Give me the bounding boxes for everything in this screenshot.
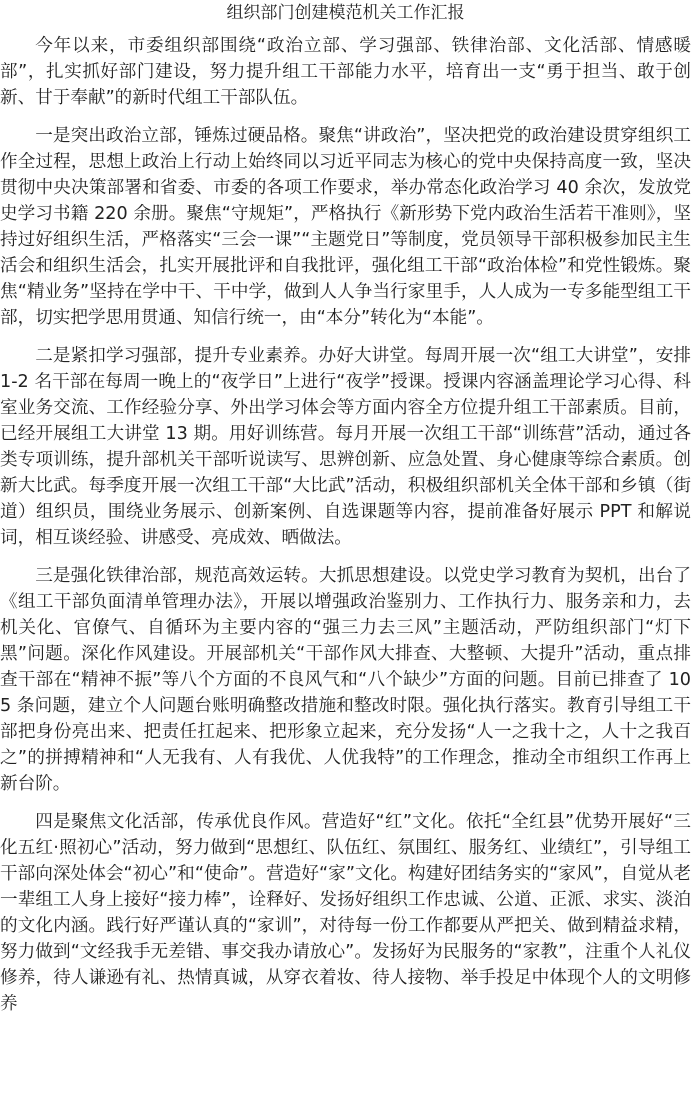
- paragraph-culture: 四是聚焦文化活部，传承优良作风。营造好“红”文化。依托“全红县”优势开展好“三化五红·照初心”活动，努力做到“思想红、队伍红、氛围红、服务红、业绩红”，引导组工干部向深处体会“初心”和“使命”。营造好“家”文化。构建好团结务实的“家风”，自觉从老一辈组工人身上接好“接力棒”，诠释好、发扬好组织工作忠诚、公道、正派、求实、淡泊的文化内涵。践行好严谨认真的“家训”，对待每一份工作都要从严把关、做到精益求精，努力做到“文经我手无差错、事交我办请放心”。发扬好为民服务的“家教”，注重个人礼仪修养，待人谦逊有礼、热情真诚，从穿衣着妆、待人接物、举手投足中体现个人的文明修养: [0, 812, 691, 1014]
- document-title: 组织部门创建模范机关工作汇报: [226, 3, 465, 23]
- paragraph-learning: 二是紧扣学习强部，提升专业素养。办好大讲堂。每周开展一次“组工大讲堂”，安排 1-2 名干部在每周一晚上的“夜学日”上进行“夜学”授课。授课内容涵盖理论学习心得、科室业务交流、工作经验分享、外出学习体会等方面内容全方位提升组工干部素质。目前，已经开展组工大讲堂 13 期。用好训练营。每月开展一次组工干部“训练营”活动，通过各类专项训练，提升部机关干部听说读写、思辨创新、应急处置、身心健康等综合素质。创新大比武。每季度开展一次组工干部“大比武”活动，积极组织部机关全体干部和乡镇（街道）组织员，围绕业务展示、创新案例、自选课题等内容，提前准备好展示 PPT 和解说词，相互谈经验、讲感受、亮成效、晒做法。: [0, 346, 691, 548]
- paragraph-intro: 今年以来，市委组织部围绕“政治立部、学习强部、铁律治部、文化活部、情感暖部”，扎实抓好部门建设，努力提升组工干部能力水平，培育出一支“勇于担当、敢于创新、甘于奉献”的新时代组工干部队伍。: [0, 36, 691, 108]
- paragraph-discipline: 三是强化铁律治部，规范高效运转。大抓思想建设。以党史学习教育为契机，出台了《组工干部负面清单管理办法》，开展以增强政治鉴别力、工作执行力、服务亲和力，去机关化、官僚气、自循环为主要内容的“强三力去三风”主题活动，严防组织部门“灯下黑”问题。深化作风建设。开展部机关“干部作风大排查、大整顿、大提升”活动，重点排查干部在“精神不振”等八个方面的不良风气和“八个缺少”方面的问题。目前已排查了 105 条问题，建立个人问题台账明确整改措施和整改时限。强化执行落实。教育引导组工干部把身份亮出来、把责任扛起来、把形象立起来，充分发扬“人一之我十之，人十之我百之”的拼搏精神和“人无我有、人有我优、人优我特”的工作理念，推动全市组织工作再上新台阶。: [0, 566, 691, 794]
- paragraph-political: 一是突出政治立部，锤炼过硬品格。聚焦“讲政治”，坚决把党的政治建设贯穿组织工作全过程，思想上政治上行动上始终同以习近平同志为核心的党中央保持高度一致，坚决贯彻中央决策部署和省委、市委的各项工作要求，举办常态化政治学习 40 余次，发放党史学习书籍 220 余册。聚焦“守规矩”，严格执行《新形势下党内政治生活若干准则》，坚持过好组织生活，严格落实“三会一课”“主题党日”等制度，党员领导干部积极参加民主生活会和组织生活会，扎实开展批评和自我批评，强化组工干部“政治体检”和党性锻炼。聚焦“精业务”坚持在学中干、干中学，做到人人争当行家里手，人人成为一专多能型组工干部，切实把学思用贯通、知信行统一，由“本分”转化为“本能”。: [0, 126, 691, 328]
